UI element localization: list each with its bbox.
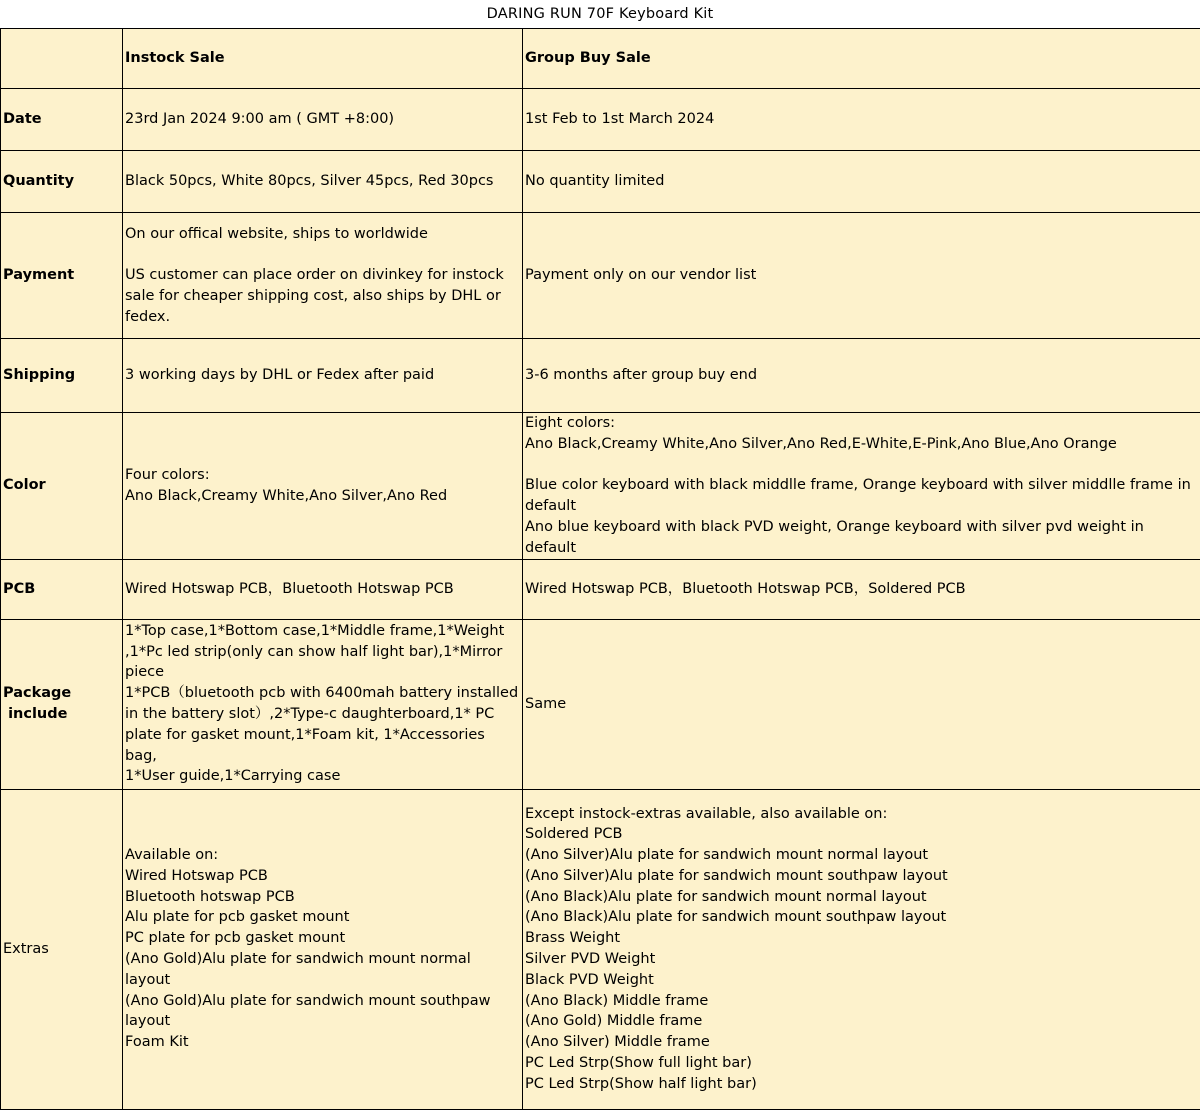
groupbuy-cell-line: default — [525, 496, 1198, 517]
header-instock-sale: Instock Sale — [123, 29, 523, 89]
row-label-text: Quantity — [3, 171, 120, 192]
groupbuy-cell-line: Wired Hotswap PCB，Bluetooth Hotswap PCB，Soldered PCB — [525, 579, 1198, 600]
groupbuy-cell-line: (Ano Silver)Alu plate for sandwich mount normal layout — [525, 845, 1198, 866]
groupbuy-cell-line: (Ano Black)Alu plate for sandwich mount normal layout — [525, 887, 1198, 908]
groupbuy-cell-line: Except instock-extras available, also available on: — [525, 804, 1198, 825]
groupbuy-cell-line: Ano blue keyboard with black PVD weight, Orange keyboard with silver pvd weight in default — [525, 517, 1198, 559]
row-quantity — [1, 151, 1200, 213]
instock-cell-line: Available on: — [125, 845, 520, 866]
instock-cell-line: On our offical website, ships to worldwide — [125, 224, 520, 245]
groupbuy-cell-shipping — [523, 339, 1200, 413]
groupbuy-cell-date — [523, 89, 1200, 151]
row-shipping — [1, 339, 1200, 413]
groupbuy-cell-line: (Ano Silver) Middle frame — [525, 1032, 1198, 1053]
instock-cell-line: Wired Hotswap PCB，Bluetooth Hotswap PCB — [125, 579, 520, 600]
groupbuy-cell-line: (Ano Silver)Alu plate for sandwich mount southpaw layout — [525, 866, 1198, 887]
instock-cell-line: 3 working days by DHL or Fedex after paid — [125, 365, 520, 386]
instock-cell-line: Wired Hotswap PCB — [125, 866, 520, 887]
instock-cell-line: US customer can place order on divinkey for instock — [125, 265, 520, 286]
row-label-color — [1, 413, 123, 560]
instock-cell-line: (Ano Gold)Alu plate for sandwich mount normal layout — [125, 949, 520, 991]
row-label-quantity — [1, 151, 123, 213]
groupbuy-cell-line: (Ano Black)Alu plate for sandwich mount southpaw layout — [525, 907, 1198, 928]
instock-cell-line: 1*Top case,1*Bottom case,1*Middle frame,1*Weight — [125, 621, 520, 642]
groupbuy-cell-line: Same — [525, 694, 1198, 715]
row-label-payment — [1, 213, 123, 339]
groupbuy-cell-line: Black PVD Weight — [525, 970, 1198, 991]
instock-cell-line: Alu plate for pcb gasket mount — [125, 907, 520, 928]
instock-cell-date — [123, 89, 523, 151]
row-label-pcb — [1, 559, 123, 619]
row-label-text: PCB — [3, 579, 120, 600]
groupbuy-cell-line: Blue color keyboard with black middlle frame, Orange keyboard with silver middlle frame in — [525, 475, 1198, 496]
groupbuy-cell-extras — [523, 789, 1200, 1109]
instock-cell-color — [123, 413, 523, 560]
instock-cell-payment — [123, 213, 523, 339]
instock-cell-line: Four colors: — [125, 465, 520, 486]
groupbuy-cell-line: 1st Feb to 1st March 2024 — [525, 109, 1198, 130]
groupbuy-cell-line: Brass Weight — [525, 928, 1198, 949]
row-package-include — [1, 619, 1200, 789]
instock-cell-line: 1*User guide,1*Carrying case — [125, 766, 520, 787]
row-label-date — [1, 89, 123, 151]
row-label-text: Color — [3, 475, 120, 496]
row-label-text: Package include — [3, 683, 120, 725]
instock-cell-line — [125, 244, 520, 265]
row-payment — [1, 213, 1200, 339]
row-label-text: Extras — [3, 939, 120, 960]
header-corner-cell — [1, 29, 123, 89]
groupbuy-cell-line: 3-6 months after group buy end — [525, 365, 1198, 386]
groupbuy-cell-line: Ano Black,Creamy White,Ano Silver,Ano Red,E-White,E-Pink,Ano Blue,Ano Orange — [525, 434, 1198, 455]
groupbuy-cell-quantity — [523, 151, 1200, 213]
groupbuy-cell-payment — [523, 213, 1200, 339]
instock-cell-line: (Ano Gold)Alu plate for sandwich mount southpaw — [125, 991, 520, 1012]
row-label-package-include — [1, 619, 123, 789]
instock-cell-line: sale for cheaper shipping cost, also ships by DHL or — [125, 286, 520, 307]
instock-cell-line: fedex. — [125, 307, 520, 328]
row-label-shipping — [1, 339, 123, 413]
document-title: DARING RUN 70F Keyboard Kit — [0, 0, 1200, 29]
header-row — [1, 29, 1200, 89]
groupbuy-cell-line: Silver PVD Weight — [525, 949, 1198, 970]
instock-cell-line: 23rd Jan 2024 9:00 am ( GMT +8:00) — [125, 109, 520, 130]
groupbuy-cell-pcb — [523, 559, 1200, 619]
groupbuy-cell-line: PC Led Strp(Show half light bar) — [525, 1074, 1198, 1095]
instock-cell-line: in the battery slot）,2*Type-c daughterboard,1* PC — [125, 704, 520, 725]
groupbuy-cell-line: PC Led Strp(Show full light bar) — [525, 1053, 1198, 1074]
instock-cell-line: layout — [125, 1011, 520, 1032]
instock-cell-line: plate for gasket mount,1*Foam kit, 1*Accessories bag, — [125, 725, 520, 767]
row-label-text: Shipping — [3, 365, 120, 386]
row-label-extras — [1, 789, 123, 1109]
instock-cell-line: 1*PCB（bluetooth pcb with 6400mah battery installed — [125, 683, 520, 704]
row-extras — [1, 789, 1200, 1109]
kit-sale-table — [0, 28, 1200, 1110]
instock-cell-line: Bluetooth hotswap PCB — [125, 887, 520, 908]
instock-cell-shipping — [123, 339, 523, 413]
groupbuy-cell-line: Soldered PCB — [525, 824, 1198, 845]
instock-cell-line: Foam Kit — [125, 1032, 520, 1053]
row-label-text: Payment — [3, 265, 120, 286]
header-group-buy-sale: Group Buy Sale — [523, 29, 1200, 89]
groupbuy-cell-line: Payment only on our vendor list — [525, 265, 1198, 286]
groupbuy-cell-line: (Ano Black) Middle frame — [525, 991, 1198, 1012]
instock-cell-line: Ano Black,Creamy White,Ano Silver,Ano Red — [125, 486, 520, 507]
groupbuy-cell-line — [525, 455, 1198, 476]
row-date — [1, 89, 1200, 151]
instock-cell-extras — [123, 789, 523, 1109]
instock-cell-line: PC plate for pcb gasket mount — [125, 928, 520, 949]
groupbuy-cell-line: (Ano Gold) Middle frame — [525, 1011, 1198, 1032]
instock-cell-package-include — [123, 619, 523, 789]
row-pcb — [1, 559, 1200, 619]
instock-cell-pcb — [123, 559, 523, 619]
groupbuy-cell-line: Eight colors: — [525, 413, 1198, 434]
instock-cell-quantity — [123, 151, 523, 213]
instock-cell-line: piece — [125, 662, 520, 683]
groupbuy-cell-color — [523, 413, 1200, 560]
instock-cell-line: ,1*Pc led strip(only can show half light bar),1*Mirror — [125, 642, 520, 663]
row-color — [1, 413, 1200, 560]
groupbuy-cell-package-include — [523, 619, 1200, 789]
row-label-text: Date — [3, 109, 120, 130]
instock-cell-line: Black 50pcs, White 80pcs, Silver 45pcs, Red 30pcs — [125, 171, 520, 192]
groupbuy-cell-line: No quantity limited — [525, 171, 1198, 192]
